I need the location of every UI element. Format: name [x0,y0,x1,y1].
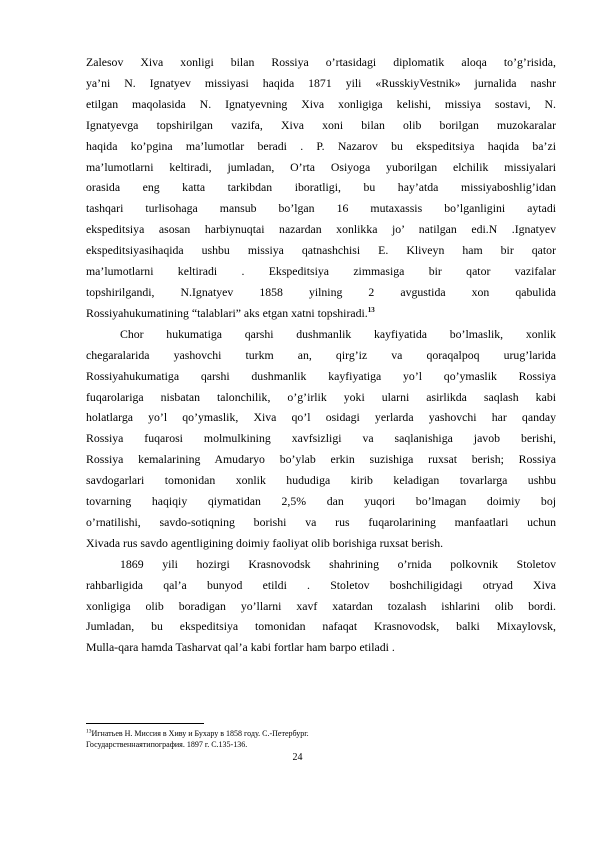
text-line-last [86,303,556,324]
page-number: 24 [292,752,303,763]
text-line: ma’lumotlarni keltiradi . Ekspeditsiya zimmasiga bir qator vazifalar [86,264,556,279]
text-line: Zalesov Xiva xonligi bilan Rossiya o’rtasidagi diplomatik aloqa to’g’risida, [86,55,556,69]
paragraph-1 [86,52,556,324]
text-line: orasida eng katta tarkibdan iboratligi, bu hay’atda missiyaboshlig’idan [86,180,556,195]
text-line: tovarning haqiqiy qiymatidan 2,5% dan yuqori bo’lmagan doimiy boj [86,494,556,509]
document-body [86,52,556,658]
footnote-line [86,728,556,739]
text-line: o’rnatilishi, savdo-sotiqning borishi va rus fuqarolarining manfaatlari uchun [86,514,556,529]
text-line: tashqari turlisohaga mansub bo’lgan 16 mutaxassis bo’lganligini aytadi [86,201,556,216]
text-line: savdogarlari tomonidan xonlik hududiga kirib keladigan tovarlarga ushbu [86,473,556,488]
text-line: Rossiyahukumatiga qarshi dushmanlik kayfiyatiga yo’l qo’ymaslik Rossiya [86,368,556,383]
footnote-number: 13 [86,728,92,735]
footnote [86,728,556,750]
text-line: Chor hukumatiga qarshi dushmanlik kayfiyatida bo’lmaslik, xonlik [120,326,556,341]
footnote-reference[interactable]: 13 [367,305,375,314]
text-line: holatlarga yo’l qo’ymaslik, Xiva qo’l osidagi yerlarda yashovchi har qanday [86,410,556,425]
text-line-last: Mulla-qara hamda Tasharvat qal’a kabi fortlar ham barpo etiladi . [86,640,395,655]
text-line: Rossiya fuqarosi molmulkining xavfsizligi va saqlanishiga javob berishi, [86,431,556,446]
text-line: ma’lumotlarni keltiradi, jumladan, O’rta Osiyoga yuborilgan elchilik missiyalari [86,159,556,174]
text-line: ekspeditsiyasihaqida ushbu missiya qatnashchisi E. Kliveyn ham bir qator [86,243,556,258]
line-text: Rossiyahukumatining “talablari” aks etgan xatni topshiradi. [86,305,368,320]
paragraph-3 [86,554,556,659]
text-line: Ignatyevga topshirilgan vazifa, Xiva xoni bilan olib borilgan muzokaralar [86,117,556,132]
paragraph-2 [86,324,556,554]
text-line: xonligiga olib boradigan yo’llarni xavf xatardan tozalash ishlarini olib bordi. [86,598,556,613]
text-line: rahbarligida qal’a bunyod etildi . Stoletov boshchiligidagi otryad Xiva [86,577,556,592]
text-line: chegaralarida yashovchi turkm an, qirg’iz va qoraqalpoq urug’larida [86,347,556,362]
text-line: haqida ko’pgina ma’lumotlar beradi . P. Nazarov bu ekspeditsiya haqida ba’zi [86,138,556,153]
text-line: ekspeditsiya asosan harbiynuqtai nazardan xonlikka jo’ natilgan edi.N .Ignatyev [86,222,556,237]
text-line: topshirilgandi, N.Ignatyev 1858 yilning 2 avgustida xon qabulida [86,284,556,299]
footnote-separator [86,723,204,724]
text-line: etilgan maqolasida N. Ignatyevning Xiva xonligiga kelishi, missiya sostavi, N. [86,96,556,111]
text-line-last: Xivada rus savdo agentligining doimiy faoliyat olib borishiga ruxsat berish. [86,535,444,550]
text-line: 1869 yili hozirgi Krasnovodsk shahrining o’rnida polkovnik Stoletov [120,556,556,571]
text-line: ya’ni N. Ignatyev missiyasi haqida 1871 yili «RusskiyVestnik» jurnalida nashr [86,75,556,90]
text-line: fuqarolariga nisbatan talonchilik, o’g’irlik yoki ularni asirlikda saqlash kabi [86,389,556,404]
footnote-text: Игнатьев Н. Миссия в Хиву и Бухару в 1858 году. С.-Петербург. [91,729,309,738]
text-line: Jumladan, bu ekspeditsiya tomonidan nafaqat Krasnovodsk, balki Mixaylovsk, [86,619,556,634]
footnote-line: Государственнаятипография. 1897 г. С.135-136. [86,740,248,749]
text-line: Rossiya kemalarining Amudaryo bo’ylab erkin suzishiga ruxsat berish; Rossiya [86,452,556,467]
